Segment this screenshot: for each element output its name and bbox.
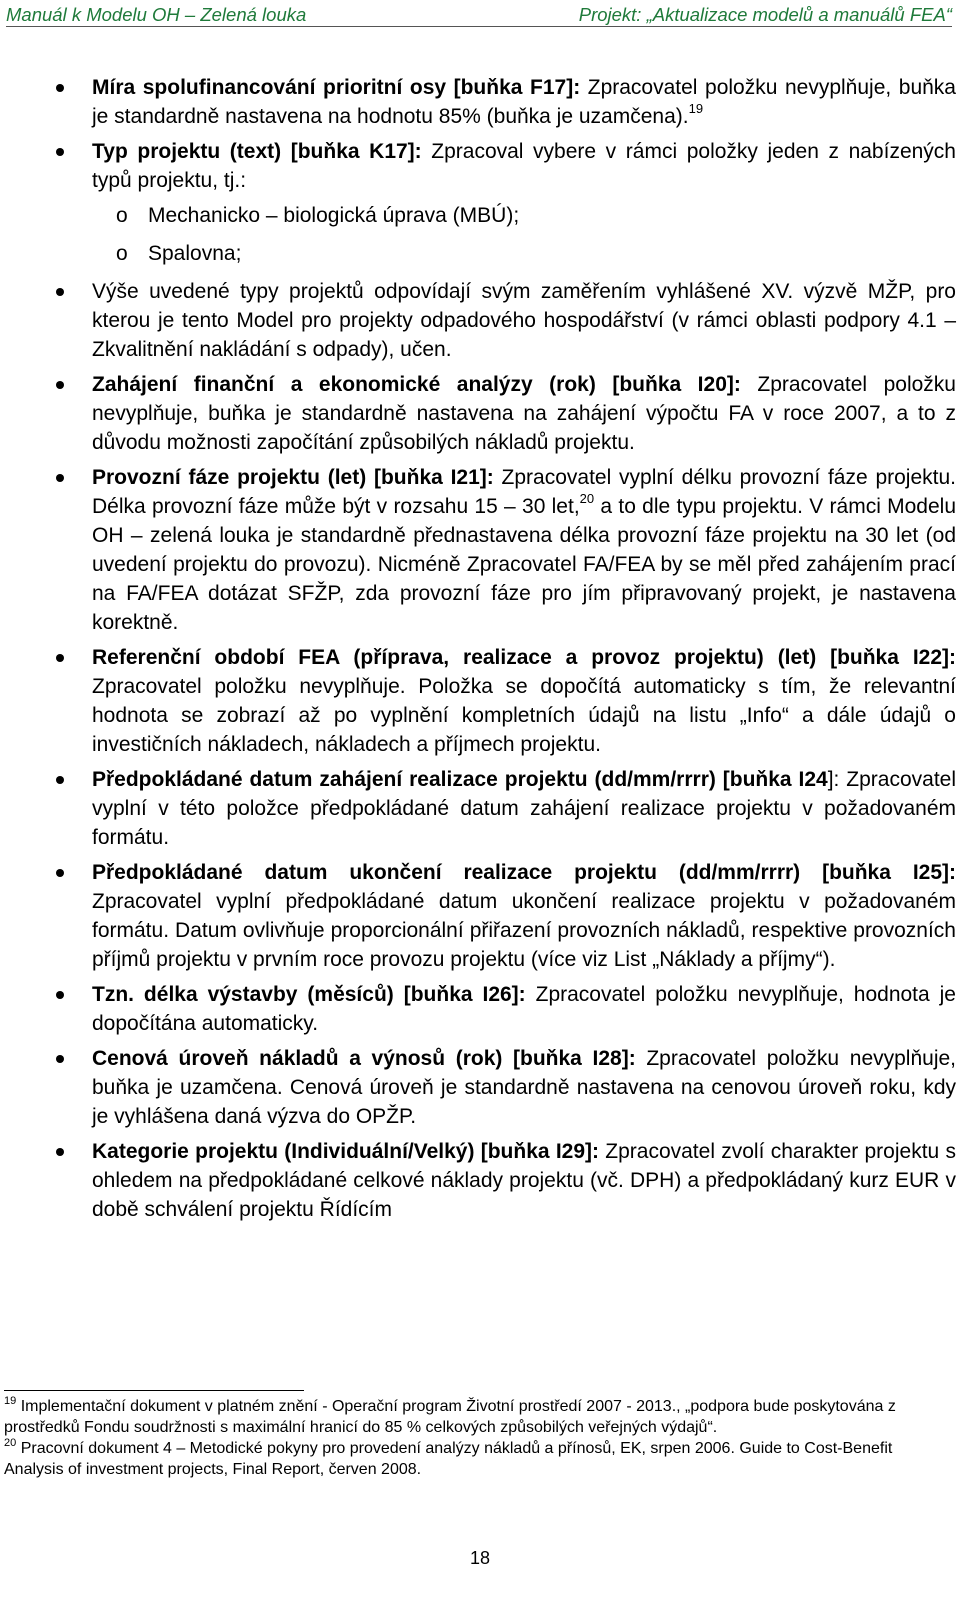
list-item [56,463,956,637]
item-heading: Provozní fáze projektu (let) [buňka I21]: [92,466,494,489]
item-heading: Typ projektu (text) [buňka K17]: [92,140,422,163]
list-item [56,980,956,1038]
item-heading: Kategorie projektu (Individuální/Velký) [buňka I29]: [92,1140,599,1163]
item-text: Zpracovatel položku nevyplňuje, hodnota je dopočítána automaticky. [92,983,956,1035]
footnotes [4,1396,924,1480]
header-project-title: Projekt: „Aktualizace modelů a manuálů FEA“ [578,4,952,25]
list-item [56,1044,956,1131]
sub-item-text: Spalovna; [148,242,242,265]
item-heading: Zahájení finanční a ekonomické analýzy (rok) [buňka I20]: [92,373,741,396]
item-text: Zpracovatel zvolí charakter projektu s ohledem na předpokládané celkové náklady projektu (vč. DPH) a předpokládaný kurz EUR v době schválení projektu Řídícím [92,1140,956,1221]
footnote [4,1438,924,1480]
footnote-ref[interactable]: 19 [688,101,704,116]
bullet-icon [56,869,64,877]
footnote [4,1396,924,1438]
bullet-icon [56,84,64,92]
footnote-text: Implementační dokument v platném znění - Operační program Životní prostředí 2007 - 2013., „podpora bude poskytována z prostředků Fondu soudržnosti s maximální hranicí do 85 % celkových způsobilých veřejných výdajů“. [4,1398,896,1436]
sub-list-item [56,239,956,268]
circle-bullet-icon: o [116,204,128,227]
bullet-icon [56,991,64,999]
item-text: ]: Zpracovatel vyplní v této položce předpokládané datum zahájení realizace projektu v požadovaném formátu. [92,768,956,849]
bullet-icon [56,288,64,296]
circle-bullet-icon: o [116,242,128,265]
item-heading: Míra spolufinancování prioritní osy [buňka F17]: [92,76,581,99]
list-item [56,277,956,364]
bullet-icon [56,776,64,784]
footnote-divider [4,1390,304,1391]
list-item [56,765,956,852]
page-header [6,4,952,27]
list-item [56,137,956,195]
document-body [56,73,956,1230]
list-item [56,643,956,759]
item-text: Zpracovatel vyplní předpokládané datum ukončení realizace projektu v požadovaném formátu. Datum ovlivňuje proporcionální přiřazení provozních nákladů, respektive provozních příjmů projektu v prvním roce provozu projektu (více viz List „Náklady a příjmy“). [92,890,956,971]
footnote-number: 20 [4,1437,17,1449]
item-heading: Předpokládané datum zahájení realizace projektu (dd/mm/rrrr) [buňka I24 [92,768,828,791]
list-item [56,370,956,457]
footnote-ref[interactable]: 20 [579,491,595,506]
item-text: Zpracovatel položku nevyplňuje. Položka se dopočítá automaticky s tím, že relevantní hodnota se zobrazí až po vyplnění kompletních údajů na listu „Info“ a dále údajů o investičních nákladech, nákladech a příjmech projektu. [92,675,956,756]
sub-list-item [56,201,956,230]
item-text: Zpracovatel vyplní délku provozní fáze projektu. Délka provozní fáze může být v rozsahu 15 – 30 let, [92,466,956,518]
list-item [56,1137,956,1224]
item-text: Výše uvedené typy projektů odpovídají svým zaměřením vyhlášené XV. výzvě MŽP, pro kterou je tento Model pro projekty odpadového hospodářství (v rámci oblasti podpory 4.1 – Zkvalitnění nakládání s odpady), učen. [92,280,956,361]
bullet-icon [56,148,64,156]
page-number: 18 [469,1548,491,1568]
item-heading: Tzn. délka výstavby (měsíců) [buňka I26]: [92,983,526,1006]
footnote-text: Pracovní dokument 4 – Metodické pokyny pro provedení analýzy nákladů a přínosů, EK, srpen 2006. Guide to Cost-Benefit Analysis of investment projects, Final Report, červen 2008. [4,1440,893,1478]
bullet-icon [56,654,64,662]
bullet-icon [56,1055,64,1063]
item-heading: Referenční období FEA (příprava, realizace a provoz projektu) (let) [buňka I22]: [92,646,956,669]
bullet-icon [56,381,64,389]
bullet-icon [56,1148,64,1156]
footnote-number: 19 [4,1395,17,1407]
item-heading: Předpokládané datum ukončení realizace projektu (dd/mm/rrrr) [buňka I25]: [92,861,956,884]
item-text: Zpracovatel položku nevyplňuje, buňka je standardně nastavena na zahájení výpočtu FA v roce 2007, a to z důvodu možnosti započítání způsobilých nákladů projektu. [92,373,956,454]
list-item [56,858,956,974]
item-text: Zpracoval vybere v rámci položky jeden z nabízených typů projektu, tj.: [92,140,956,192]
list-item [56,73,956,131]
sub-item-text: Mechanicko – biologická úprava (MBÚ); [148,204,520,227]
item-heading: Cenová úroveň nákladů a výnosů (rok) [buňka I28]: [92,1047,636,1070]
item-text: Zpracovatel položku nevyplňuje, buňka je standardně nastavena na hodnotu 85% (buňka je uzamčena). [92,76,956,128]
header-manual-title: Manuál k Modelu OH – Zelená louka [6,4,307,25]
bullet-icon [56,474,64,482]
item-text-continued: a to dle typu projektu. V rámci Modelu OH – zelená louka je standardně přednastavena délka provozní fáze projektu na 30 let (od uvedení projektu do provozu). Nicméně Zpracovatel FA/FEA by se měl před zahájením prací na FA/FEA dotázat SFŽP, zda provozní fáze pro jím připravovaný projekt, je nastavena korektně. [92,495,957,634]
item-text: Zpracovatel položku nevyplňuje, buňka je uzamčena. Cenová úroveň je standardně nastavena na cenovou úroveň roku, kdy je vyhlášena daná výzva do OPŽP. [92,1047,957,1128]
